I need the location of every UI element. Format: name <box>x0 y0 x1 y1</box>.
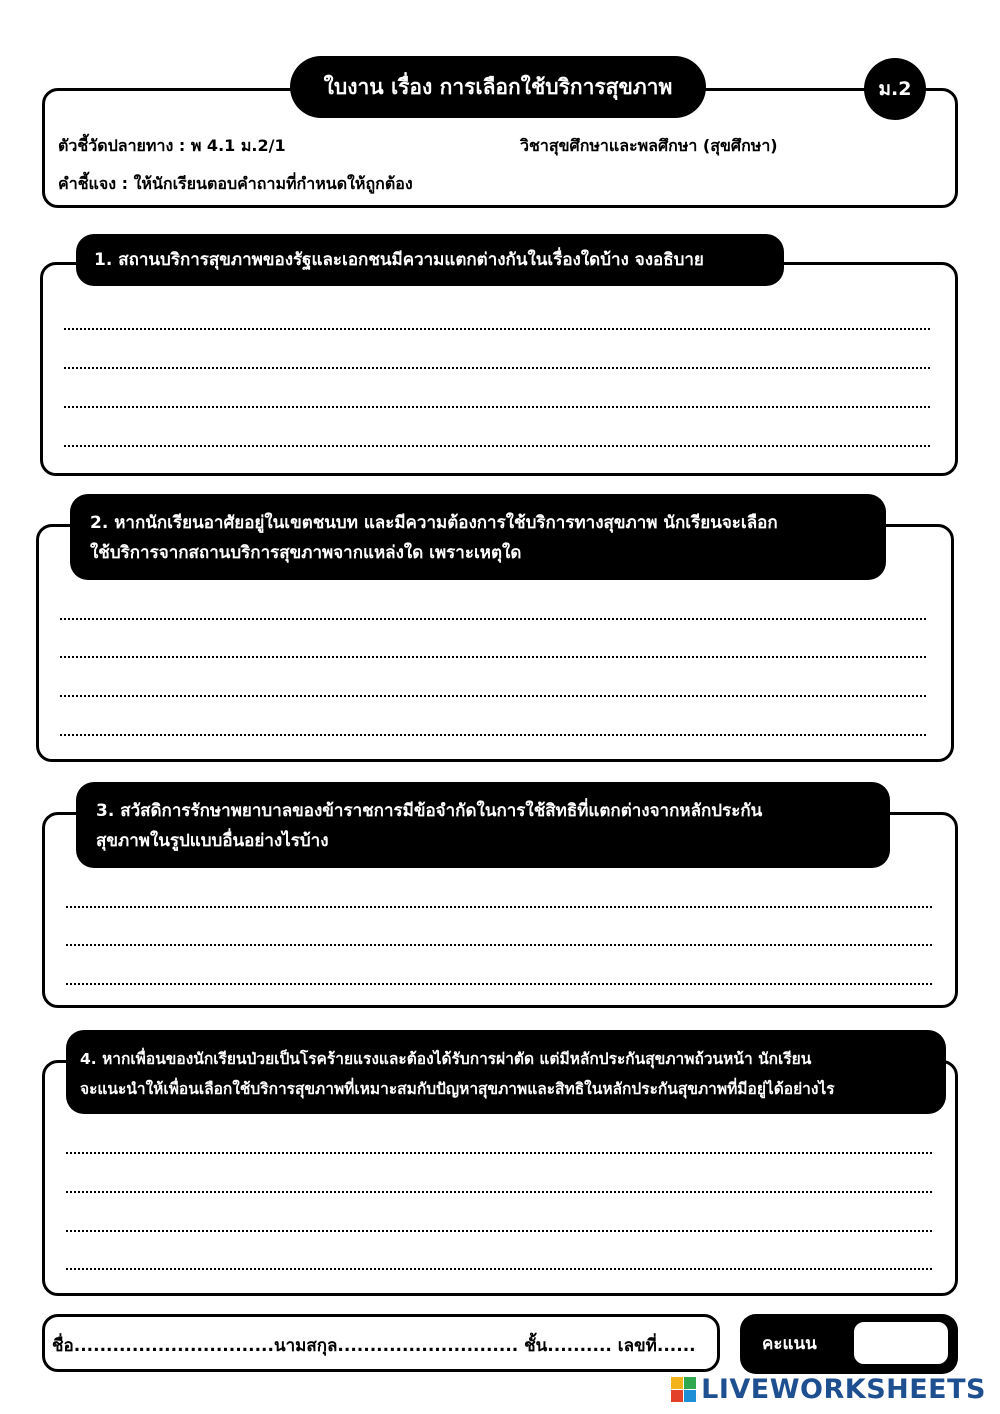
question-2-label <box>70 494 886 580</box>
question-2-line-2: ใช้บริการจากสถานบริการสุขภาพจากแหล่งใด เพราะเหตุใด <box>90 543 522 563</box>
answer-line[interactable] <box>66 1268 932 1270</box>
indicator-text: ตัวชี้วัดปลายทาง : พ 4.1 ม.2/1 <box>58 136 286 155</box>
question-1-label <box>76 234 784 286</box>
score-label: คะแนน <box>762 1334 817 1354</box>
answer-line[interactable] <box>64 445 930 447</box>
answer-line[interactable] <box>66 1230 932 1232</box>
worksheet-title: ใบงาน เรื่อง การเลือกใช้บริการสุขภาพ <box>290 56 706 118</box>
answer-line[interactable] <box>66 983 932 985</box>
question-4-line-2: จะแนะนำให้เพื่อนเลือกใช้บริการสุขภาพที่เหมาะสมกับปัญหาสุขภาพและสิทธิในหลักประกันสุขภาพที่มีอยู่ได้อย่างไร <box>80 1080 835 1098</box>
answer-box-1 <box>40 262 958 476</box>
answer-line[interactable] <box>60 695 926 697</box>
question-3-label <box>76 782 890 868</box>
liveworksheets-logo-icon <box>671 1377 697 1403</box>
answer-line[interactable] <box>64 406 930 408</box>
subject-text: วิชาสุขศึกษาและพลศึกษา (สุขศึกษา) <box>520 136 778 155</box>
answer-line[interactable] <box>66 906 932 908</box>
answer-line[interactable] <box>66 1191 932 1193</box>
answer-line[interactable] <box>64 328 930 330</box>
question-4-line-1: 4. หากเพื่อนของนักเรียนป่วยเป็นโรคร้ายแรงและต้องได้รับการผ่าตัด แต่มีหลักประกันสุขภาพถ้วนหน้า นักเรียน <box>80 1050 812 1068</box>
answer-line[interactable] <box>60 618 926 620</box>
answer-line[interactable] <box>64 367 930 369</box>
answer-line[interactable] <box>66 944 932 946</box>
question-3-line-1: 3. สวัสดิการรักษาพยาบาลของข้าราชการมีข้อจำกัดในการใช้สิทธิที่แตกต่างจากหลักประกัน <box>96 801 763 821</box>
brand-name: LIVEWORKSHEETS <box>701 1374 986 1405</box>
liveworksheets-brand <box>671 1374 986 1405</box>
instruction-text: คำชี้แจง : ให้นักเรียนตอบคำถามที่กำหนดให้ถูกต้อง <box>58 174 413 193</box>
score-input[interactable] <box>852 1320 950 1366</box>
answer-line[interactable] <box>60 734 926 736</box>
question-4-label <box>66 1030 946 1114</box>
answer-line[interactable] <box>66 1152 932 1154</box>
grade-badge: ม.2 <box>864 58 926 120</box>
question-1-line-1: 1. สถานบริการสุขภาพของรัฐและเอกชนมีความแตกต่างกันในเรื่องใดบ้าง จงอธิบาย <box>94 250 704 270</box>
answer-line[interactable] <box>60 656 926 658</box>
question-3-line-2: สุขภาพในรูปแบบอื่นอย่างไรบ้าง <box>96 831 329 851</box>
student-info-fields[interactable]: ชื่อ...............................นามสกุล............................ ชั้น.......... เลขที่...... <box>52 1336 696 1356</box>
question-2-line-1: 2. หากนักเรียนอาศัยอยู่ในเขตชนบท และมีความต้องการใช้บริการทางสุขภาพ นักเรียนจะเลือก <box>90 513 778 533</box>
